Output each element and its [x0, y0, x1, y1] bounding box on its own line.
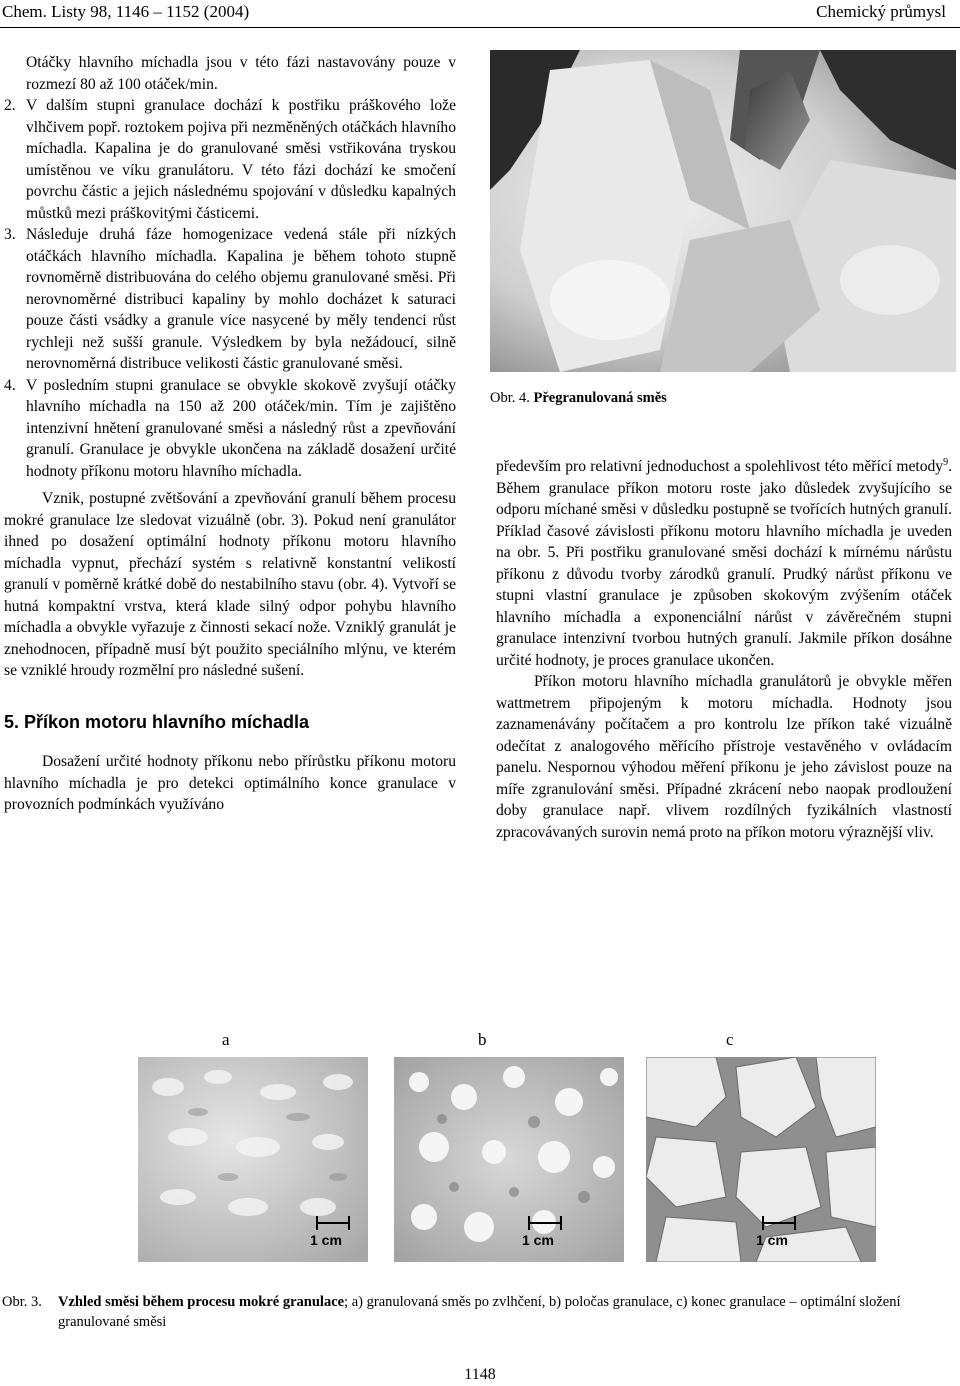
list-text: V dalším stupni granulace dochází k postřiku práškového lože vlhčivem popř. roztokem pojiva při nezměněných otáčkách hlavního míchadla. Kapalina je do granulované směsi vstřikována tryskou umístěnou ve víku granulátoru. V této fázi dochází ke smočení povrchu částic a jejich následnému spojování v důsledku kapalných můstků mezi práškovitými částicemi. [26, 97, 456, 222]
header-rule [0, 27, 960, 28]
caption-title: Vzhled směsi během procesu mokré granulace [58, 1294, 345, 1310]
journal-citation: Chem. Listy 98, 1146 – 1152 (2004) [2, 2, 250, 21]
list-number: 4. [4, 376, 16, 394]
figure-3b-photo [394, 1057, 624, 1262]
section-name: Chemický průmysl [816, 2, 946, 21]
caption-prefix: Obr. 3. [2, 1294, 42, 1310]
list-item [4, 224, 456, 375]
list-item [4, 95, 456, 224]
figure-3-label-c: c [726, 1030, 734, 1049]
paragraph: Dosažení určité hodnoty příkonu nebo přírůstku příkonu motoru hlavního míchadla je pro detekci optimálního konce granulace v provozních podmínkách využíváno [4, 753, 456, 813]
caption-prefix: Obr. 4. [490, 390, 530, 406]
figure-3-label-a: a [222, 1030, 230, 1049]
list-item [4, 375, 456, 483]
caption-text: ; a) granulovaná směs po zvlhčení, b) poločas granulace, c) konec granulace – optimální složení granulované směsi [58, 1294, 901, 1330]
paragraph-continuation: Otáčky hlavního míchadla jsou v této fázi nastavovány pouze v rozmezí 80 až 100 otáček/min. [26, 54, 456, 93]
scale-label: 1 cm [522, 1232, 554, 1248]
scale-label: 1 cm [310, 1232, 342, 1248]
figure-3-caption [2, 1292, 956, 1332]
figure-3-label-b: b [478, 1030, 487, 1049]
text-run: . Během granulace příkon motoru roste jako důsledek zvyšujícího se odporu míchané směsi v důsledku postupně se tvořících hutných granulí. Příklad časové závislosti příkonu motoru hlavního míchadla je uveden na obr. 5. Při postřiku granulované směsi dochází k mírnému nárůstu příkonu z důvodu tvorby zárodků granulí. Prudký nárůst příkonu ve stupni vlastní granulace je způsoben skokovým zvýšením otáček hlavního míchadla a exponenciální nárůst v závěrečném stupni granulace intenzivní tvorbou hutných granulí. Jakmile příkon dosáhne určité hodnoty, je proces granulace ukončen. [496, 458, 952, 669]
paragraph: Vznik, postupné zvětšování a zpevňování granulí během procesu mokré granulace lze sledovat vizuálně (obr. 3). Pokud není granulátor ihned po dosažení optimální hodnoty příkonu motoru hlavního míchadla vypnut, přechází systém s relativně konstantní velikostí granulí v poměrně krátké době do nestabilního stavu (obr. 4). Vytvoří se hutná kompaktní vrstva, která klade silný odpor pohybu hlavního míchadla a obvykle vyřazuje z činnosti sekací nože. Vzniklý granulát je znehodnocen, případně musí být použito speciálního mlýnu, ve kterém se vzniklé hroudy rozmělní pro následné sušení. [4, 490, 456, 679]
list-text: Následuje druhá fáze homogenizace vedená stále při nízkých otáčkách hlavního míchadla. Kapalina je během tohoto stupně rovnoměrně distribuována do celého objemu granulované směsi. Při nerovnoměrné distribuci kapaliny by mohlo docházet k saturaci pouze části vsádky a granule více nasycené by měly tendenci růst rychleji než sušší granule. Výsledkem by byla nežádoucí, silně nerovnoměrná distribuce velikosti částic granulované směsi. [26, 226, 456, 372]
paragraph [496, 452, 952, 671]
figure-4-photo [490, 50, 956, 372]
list-number: 2. [4, 97, 16, 114]
list-number: 3. [4, 226, 16, 243]
page-number: 1148 [464, 1366, 496, 1383]
text-run: především pro relativní jednoduchost a spolehlivost této měřící metody [496, 458, 944, 476]
caption-title: Přegranulovaná směs [533, 390, 667, 406]
figure-4-caption [490, 388, 956, 408]
section-heading: 5. Příkon motoru hlavního míchadla [4, 711, 310, 732]
scale-label: 1 cm [756, 1232, 788, 1248]
list-text: V posledním stupni granulace se obvykle skokově zvyšují otáčky hlavního míchadla na 150 až 200 otáček/min. Tím je zajištěno intenzivní hnětení granulované směsi a následný růst a zpevňování granulí. Granulace je obvykle ukončena na základě dosažení určité hodnoty příkonu motoru hlavního míchadla. [26, 376, 456, 480]
citation-ref: 9 [943, 457, 949, 468]
right-column [496, 452, 952, 843]
left-column [4, 52, 456, 816]
running-header [0, 0, 960, 26]
paragraph: Příkon motoru hlavního míchadla granulátorů je obvykle měřen wattmetrem připojeným k motoru míchadla. Hodnoty jsou zaznamenávány počítačem a pro kontrolu lze příkon také vizuálně odečítat z analogového měřícího přístroje vestavěného v ovládacím panelu. Nespornou výhodou měření příkonu je jeho závislost pouze na míře zgranulování směsi. Případné zkrácení nebo naopak prodloužení doby granulace např. vlivem rozdílných fyzikálních vlastností zpracovávaných surovin nemá proto na příkon motoru výraznější vliv. [496, 673, 952, 841]
